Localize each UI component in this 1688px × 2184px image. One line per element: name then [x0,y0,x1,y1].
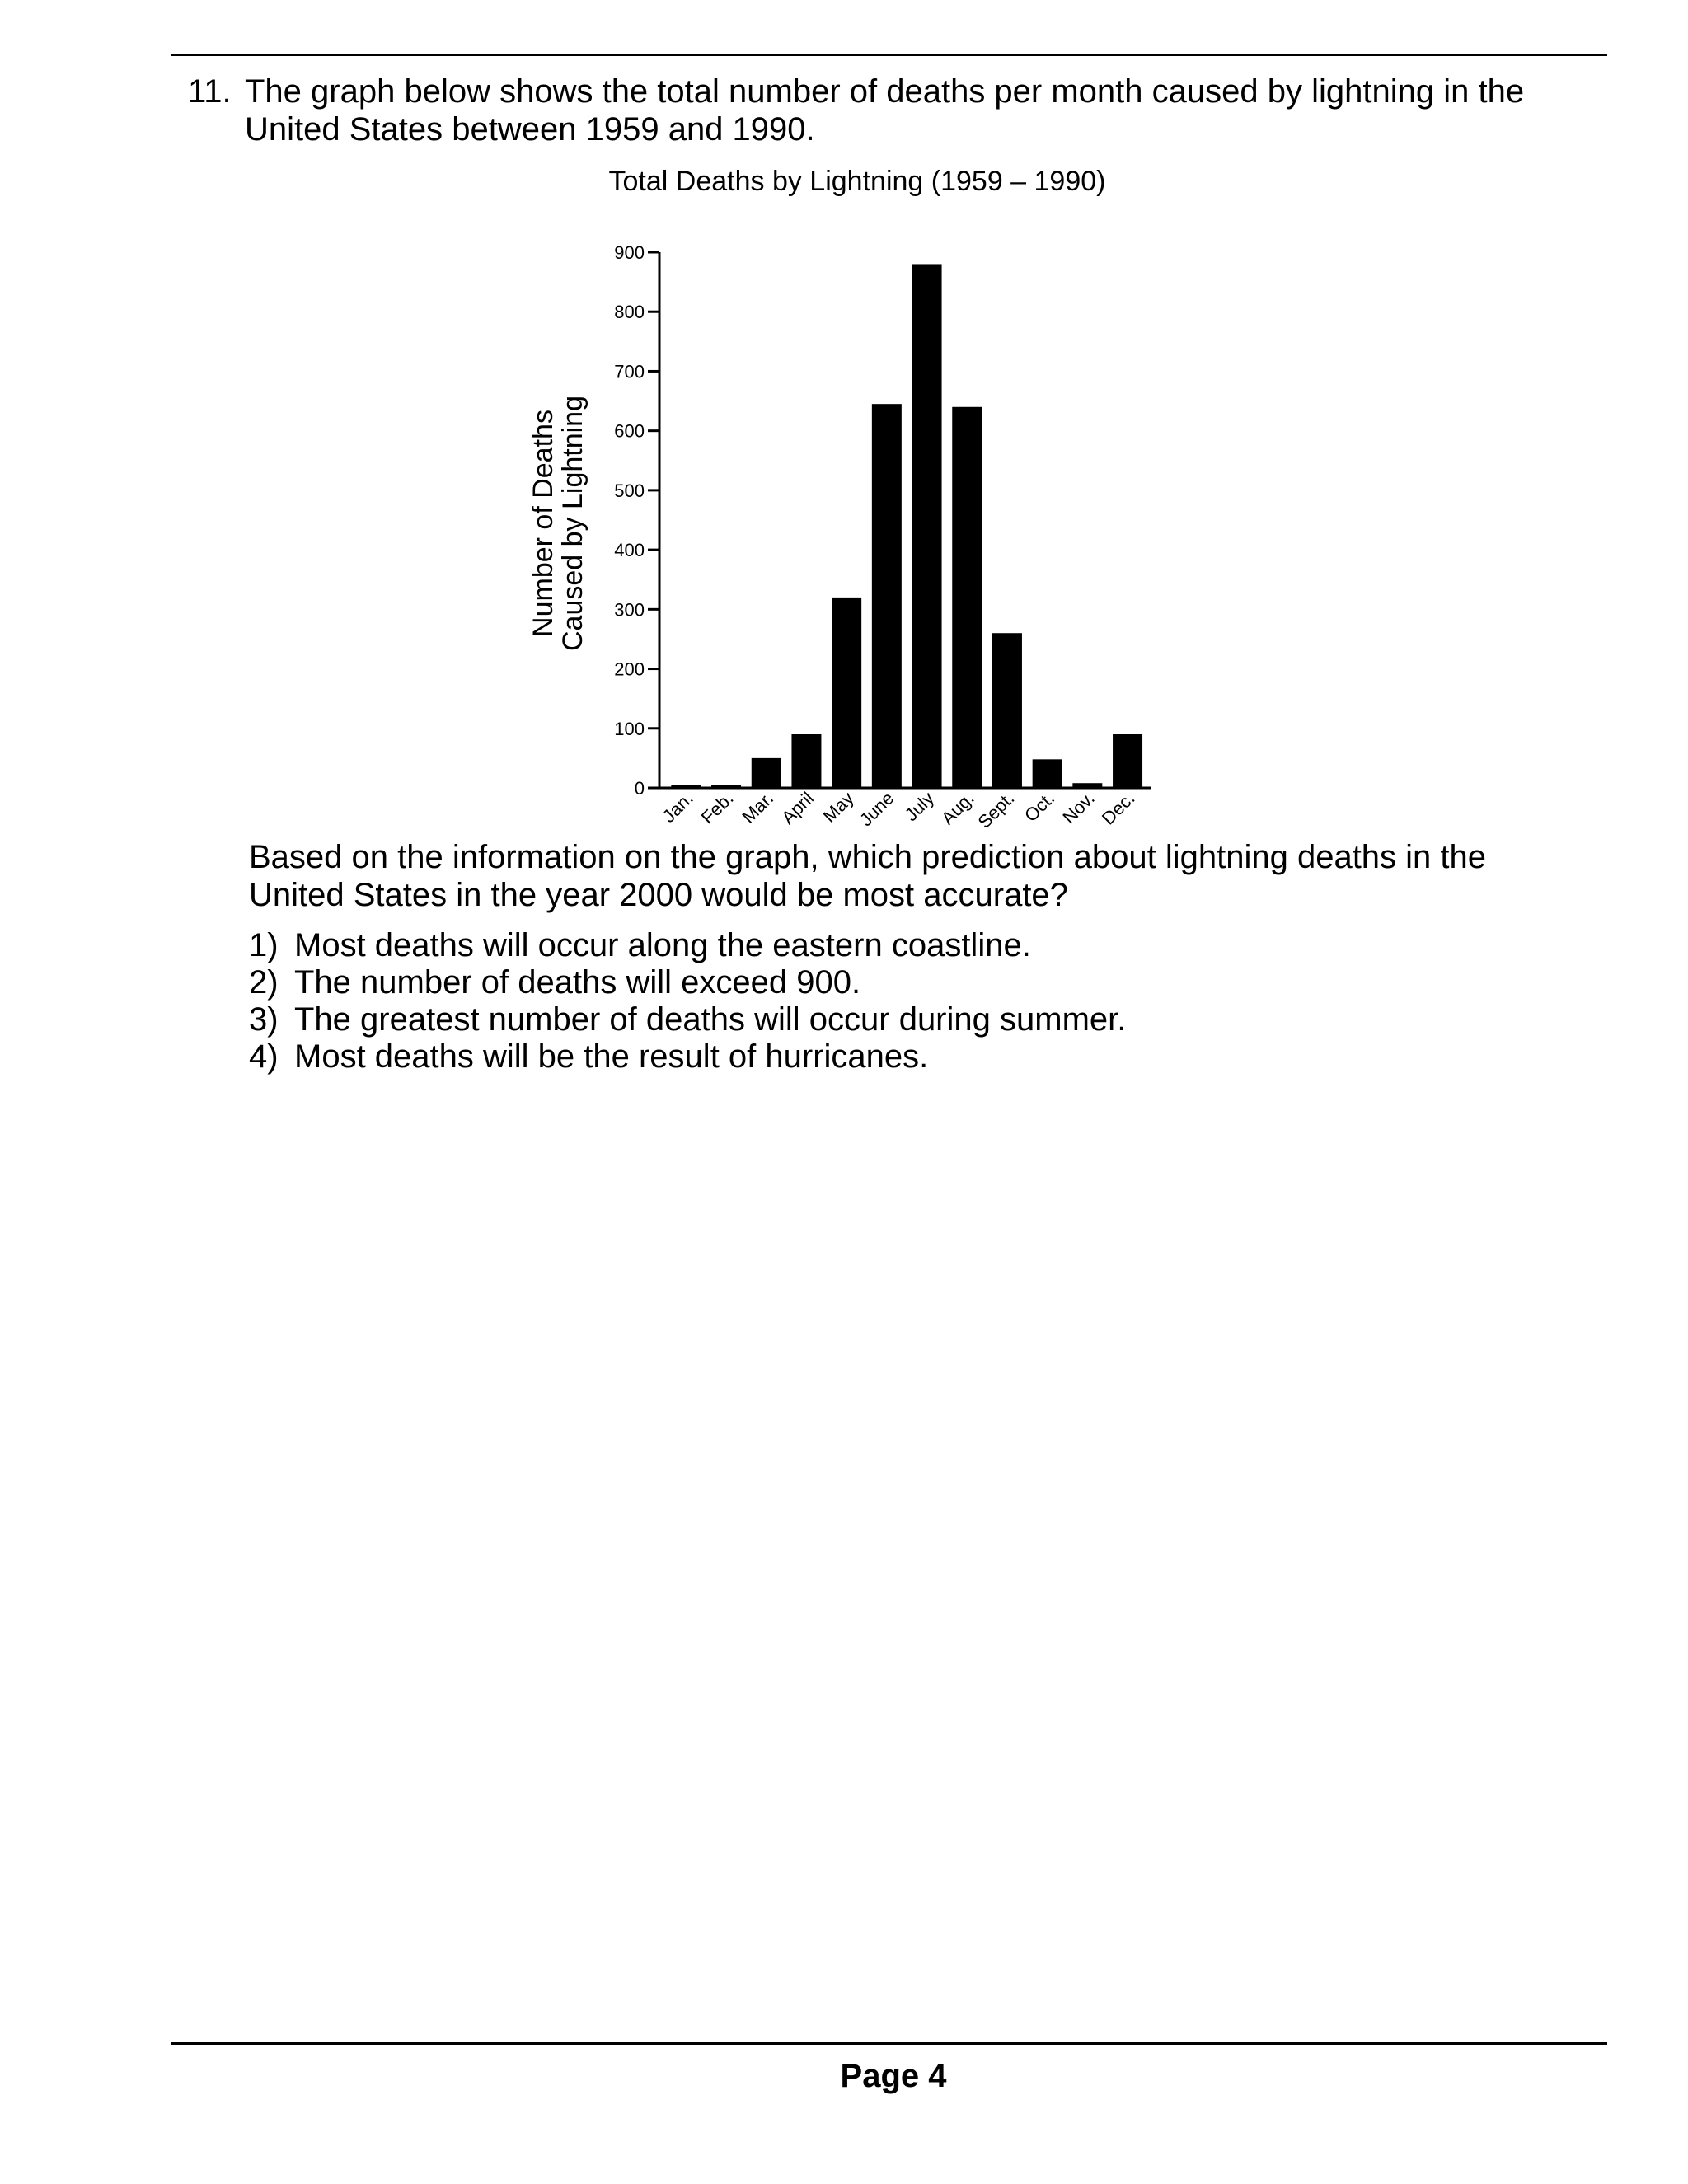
x-tick-label: April [777,787,818,828]
x-tick-label: Dec. [1097,787,1139,829]
x-tick-label: June [855,787,898,831]
question-prompt: Based on the information on the graph, which prediction about lightning deaths in the United States in the year 2000 would be most accurate? [249,839,1487,913]
choice-text: Most deaths will be the result of hurricanes. [294,1038,929,1075]
y-tick-label: 600 [614,420,645,442]
bar-3 [752,758,781,788]
x-tick-label: Jan. [658,787,697,827]
choice-number: 4) [249,1038,279,1075]
answer-choice-2[interactable] [249,964,1126,1001]
y-tick-label: 500 [614,480,645,501]
y-axis-label-line-1: Number of Deaths [528,410,559,637]
choice-number: 2) [249,964,279,1001]
y-axis [614,242,659,799]
x-tick-label: Oct. [1020,787,1059,827]
choice-number: 1) [249,927,279,963]
bar-9 [992,633,1022,788]
answer-choices [249,927,1126,1076]
bar-6 [872,404,902,788]
bar-10 [1033,759,1062,788]
question-number: 11. [188,73,232,110]
y-tick-label: 800 [614,302,645,323]
choice-number: 3) [249,1001,279,1038]
choice-text: The number of deaths will exceed 900. [294,964,861,1001]
x-tick-label: Nov. [1058,787,1099,828]
x-tick-label: Sept. [973,787,1019,832]
choice-text: Most deaths will occur along the eastern coastline. [294,927,1031,963]
bar-4 [791,734,821,788]
x-tick-label: Aug. [937,787,978,829]
choice-text: The greatest number of deaths will occur during summer. [294,1001,1127,1038]
bars [671,264,1142,788]
answer-choice-3[interactable] [249,1001,1126,1038]
x-tick-label: Mar. [738,787,778,827]
answer-choice-4[interactable] [249,1038,1126,1076]
y-axis-label-line-2: Caused by Lightning [557,395,588,652]
x-axis [659,788,1151,832]
page-number: Page 4 [840,2058,947,2094]
y-tick-label: 100 [614,718,645,739]
question-stem: The graph below shows the total number of deaths per month caused by lightning in the United States between 1959 and 1990. [245,73,1525,148]
y-tick-label: 900 [614,242,645,263]
bar-5 [832,598,861,788]
x-tick-label: May [818,787,858,827]
top-rule [171,54,1607,56]
y-tick-label: 0 [634,778,645,799]
bar-chart [495,223,1154,849]
bar-8 [952,407,982,788]
x-tick-label: Feb. [696,787,738,828]
y-tick-label: 200 [614,658,645,680]
answer-choice-1[interactable] [249,927,1126,964]
y-tick-label: 700 [614,361,645,382]
bar-12 [1113,734,1142,788]
bottom-rule [171,2042,1607,2045]
y-tick-label: 300 [614,599,645,621]
x-tick-label: July [900,787,939,826]
bar-7 [912,264,942,788]
y-tick-label: 400 [614,540,645,561]
chart-title: Total Deaths by Lightning (1959 – 1990) [608,166,1106,197]
